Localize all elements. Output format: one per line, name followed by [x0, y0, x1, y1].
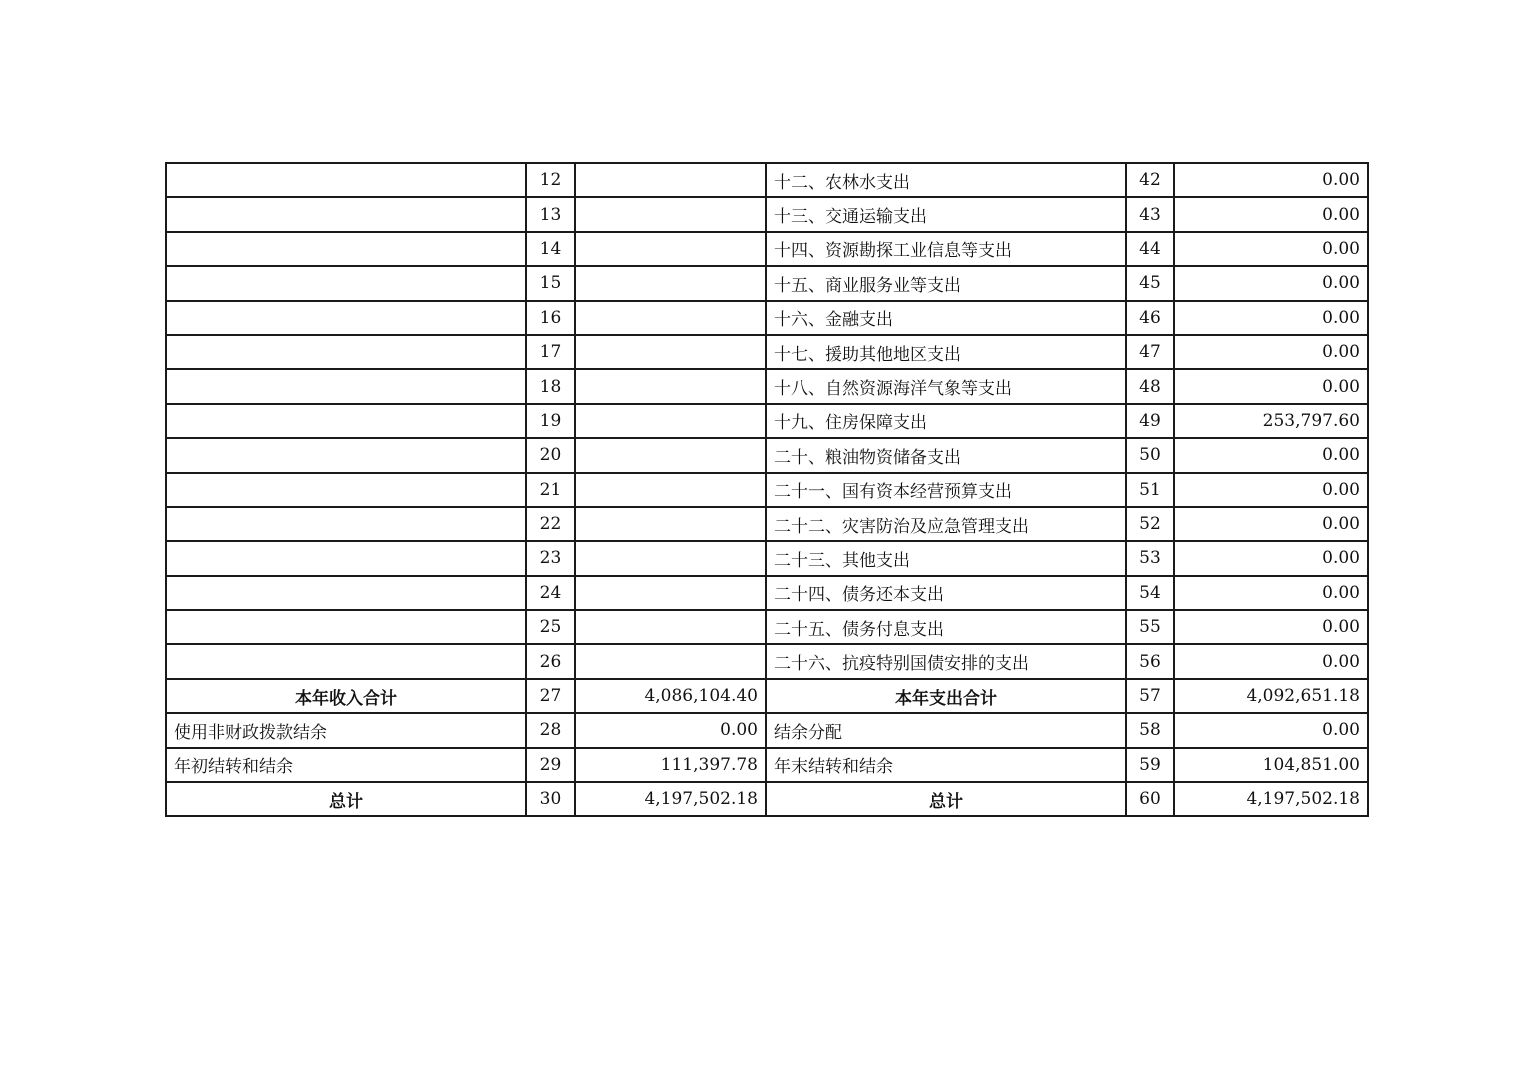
- expenditure-item-cell: 十九、住房保障支出: [766, 404, 1126, 438]
- expenditure-item-cell: 二十二、灾害防治及应急管理支出: [766, 507, 1126, 541]
- income-line-number-cell: 14: [526, 232, 575, 266]
- income-item-cell: [166, 197, 526, 231]
- income-item-cell: [166, 335, 526, 369]
- table-row: [166, 782, 1368, 816]
- income-item-cell: 本年收入合计: [166, 679, 526, 713]
- table-row: [166, 197, 1368, 231]
- expenditure-line-number-cell: 48: [1126, 369, 1174, 403]
- expenditure-item-cell: 年末结转和结余: [766, 748, 1126, 782]
- income-amount-cell: [575, 404, 766, 438]
- income-item-cell: [166, 507, 526, 541]
- table-row: [166, 679, 1368, 713]
- income-amount-cell: 4,086,104.40: [575, 679, 766, 713]
- expenditure-item-cell: 二十五、债务付息支出: [766, 610, 1126, 644]
- table-row: [166, 163, 1368, 197]
- expenditure-amount-cell: 253,797.60: [1174, 404, 1368, 438]
- income-item-cell: 年初结转和结余: [166, 748, 526, 782]
- income-line-number-cell: 13: [526, 197, 575, 231]
- expenditure-line-number-cell: 60: [1126, 782, 1174, 816]
- income-item-cell: [166, 473, 526, 507]
- expenditure-line-number-cell: 53: [1126, 541, 1174, 575]
- income-line-number-cell: 19: [526, 404, 575, 438]
- expenditure-item-cell: 十八、自然资源海洋气象等支出: [766, 369, 1126, 403]
- income-line-number-cell: 29: [526, 748, 575, 782]
- expenditure-amount-cell: 0.00: [1174, 163, 1368, 197]
- expenditure-amount-cell: 4,092,651.18: [1174, 679, 1368, 713]
- income-line-number-cell: 16: [526, 301, 575, 335]
- income-line-number-cell: 15: [526, 266, 575, 300]
- income-line-number-cell: 24: [526, 576, 575, 610]
- expenditure-line-number-cell: 47: [1126, 335, 1174, 369]
- expenditure-line-number-cell: 55: [1126, 610, 1174, 644]
- income-item-cell: 使用非财政拨款结余: [166, 713, 526, 747]
- expenditure-line-number-cell: 45: [1126, 266, 1174, 300]
- income-amount-cell: [575, 232, 766, 266]
- expenditure-line-number-cell: 58: [1126, 713, 1174, 747]
- table-row: [166, 610, 1368, 644]
- table-row: [166, 266, 1368, 300]
- expenditure-line-number-cell: 46: [1126, 301, 1174, 335]
- expenditure-item-cell: 十五、商业服务业等支出: [766, 266, 1126, 300]
- table-row: [166, 404, 1368, 438]
- expenditure-item-cell: 十三、交通运输支出: [766, 197, 1126, 231]
- income-item-cell: [166, 266, 526, 300]
- income-item-cell: [166, 404, 526, 438]
- expenditure-amount-cell: 0.00: [1174, 507, 1368, 541]
- table-row: [166, 576, 1368, 610]
- table-row: [166, 644, 1368, 678]
- expenditure-amount-cell: 0.00: [1174, 610, 1368, 644]
- income-item-cell: [166, 576, 526, 610]
- expenditure-item-cell: 二十、粮油物资储备支出: [766, 438, 1126, 472]
- expenditure-amount-cell: 0.00: [1174, 335, 1368, 369]
- expenditure-item-cell: 二十三、其他支出: [766, 541, 1126, 575]
- income-expenditure-table: [165, 162, 1369, 817]
- income-line-number-cell: 22: [526, 507, 575, 541]
- income-item-cell: [166, 541, 526, 575]
- expenditure-item-cell: 十二、农林水支出: [766, 163, 1126, 197]
- table-row: [166, 507, 1368, 541]
- income-item-cell: [166, 644, 526, 678]
- expenditure-item-cell: 二十一、国有资本经营预算支出: [766, 473, 1126, 507]
- income-amount-cell: [575, 576, 766, 610]
- table-row: [166, 473, 1368, 507]
- expenditure-amount-cell: 0.00: [1174, 266, 1368, 300]
- expenditure-item-cell: 二十四、债务还本支出: [766, 576, 1126, 610]
- income-amount-cell: [575, 610, 766, 644]
- income-item-cell: [166, 301, 526, 335]
- expenditure-line-number-cell: 56: [1126, 644, 1174, 678]
- table-row: [166, 438, 1368, 472]
- income-amount-cell: [575, 473, 766, 507]
- expenditure-amount-cell: 0.00: [1174, 541, 1368, 575]
- expenditure-amount-cell: 0.00: [1174, 576, 1368, 610]
- expenditure-amount-cell: 104,851.00: [1174, 748, 1368, 782]
- expenditure-item-cell: 十六、金融支出: [766, 301, 1126, 335]
- income-amount-cell: 111,397.78: [575, 748, 766, 782]
- income-amount-cell: [575, 644, 766, 678]
- expenditure-amount-cell: 0.00: [1174, 438, 1368, 472]
- expenditure-line-number-cell: 50: [1126, 438, 1174, 472]
- table-body: [166, 163, 1368, 816]
- expenditure-line-number-cell: 54: [1126, 576, 1174, 610]
- expenditure-line-number-cell: 57: [1126, 679, 1174, 713]
- income-line-number-cell: 12: [526, 163, 575, 197]
- income-item-cell: 总计: [166, 782, 526, 816]
- income-line-number-cell: 30: [526, 782, 575, 816]
- income-line-number-cell: 27: [526, 679, 575, 713]
- table-row: [166, 301, 1368, 335]
- income-amount-cell: [575, 266, 766, 300]
- expenditure-line-number-cell: 42: [1126, 163, 1174, 197]
- expenditure-line-number-cell: 43: [1126, 197, 1174, 231]
- table-row: [166, 232, 1368, 266]
- income-amount-cell: [575, 438, 766, 472]
- expenditure-amount-cell: 0.00: [1174, 713, 1368, 747]
- income-item-cell: [166, 232, 526, 266]
- expenditure-item-cell: 二十六、抗疫特别国债安排的支出: [766, 644, 1126, 678]
- income-line-number-cell: 20: [526, 438, 575, 472]
- expenditure-line-number-cell: 52: [1126, 507, 1174, 541]
- income-amount-cell: [575, 197, 766, 231]
- income-amount-cell: [575, 507, 766, 541]
- expenditure-amount-cell: 4,197,502.18: [1174, 782, 1368, 816]
- income-line-number-cell: 25: [526, 610, 575, 644]
- income-item-cell: [166, 163, 526, 197]
- income-amount-cell: [575, 301, 766, 335]
- table-row: [166, 541, 1368, 575]
- expenditure-line-number-cell: 44: [1126, 232, 1174, 266]
- table-row: [166, 369, 1368, 403]
- expenditure-item-cell: 总计: [766, 782, 1126, 816]
- income-amount-cell: [575, 335, 766, 369]
- income-line-number-cell: 17: [526, 335, 575, 369]
- income-line-number-cell: 18: [526, 369, 575, 403]
- table-row: [166, 748, 1368, 782]
- expenditure-item-cell: 结余分配: [766, 713, 1126, 747]
- income-item-cell: [166, 369, 526, 403]
- expenditure-item-cell: 十七、援助其他地区支出: [766, 335, 1126, 369]
- income-line-number-cell: 21: [526, 473, 575, 507]
- expenditure-item-cell: 十四、资源勘探工业信息等支出: [766, 232, 1126, 266]
- income-item-cell: [166, 438, 526, 472]
- income-item-cell: [166, 610, 526, 644]
- expenditure-item-cell: 本年支出合计: [766, 679, 1126, 713]
- expenditure-amount-cell: 0.00: [1174, 301, 1368, 335]
- income-line-number-cell: 26: [526, 644, 575, 678]
- expenditure-amount-cell: 0.00: [1174, 197, 1368, 231]
- income-amount-cell: [575, 163, 766, 197]
- expenditure-line-number-cell: 49: [1126, 404, 1174, 438]
- income-amount-cell: 4,197,502.18: [575, 782, 766, 816]
- expenditure-amount-cell: 0.00: [1174, 369, 1368, 403]
- expenditure-amount-cell: 0.00: [1174, 644, 1368, 678]
- table-row: [166, 335, 1368, 369]
- income-line-number-cell: 28: [526, 713, 575, 747]
- expenditure-line-number-cell: 59: [1126, 748, 1174, 782]
- income-amount-cell: [575, 369, 766, 403]
- table-row: [166, 713, 1368, 747]
- expenditure-amount-cell: 0.00: [1174, 473, 1368, 507]
- income-line-number-cell: 23: [526, 541, 575, 575]
- expenditure-line-number-cell: 51: [1126, 473, 1174, 507]
- income-amount-cell: [575, 541, 766, 575]
- expenditure-amount-cell: 0.00: [1174, 232, 1368, 266]
- income-amount-cell: 0.00: [575, 713, 766, 747]
